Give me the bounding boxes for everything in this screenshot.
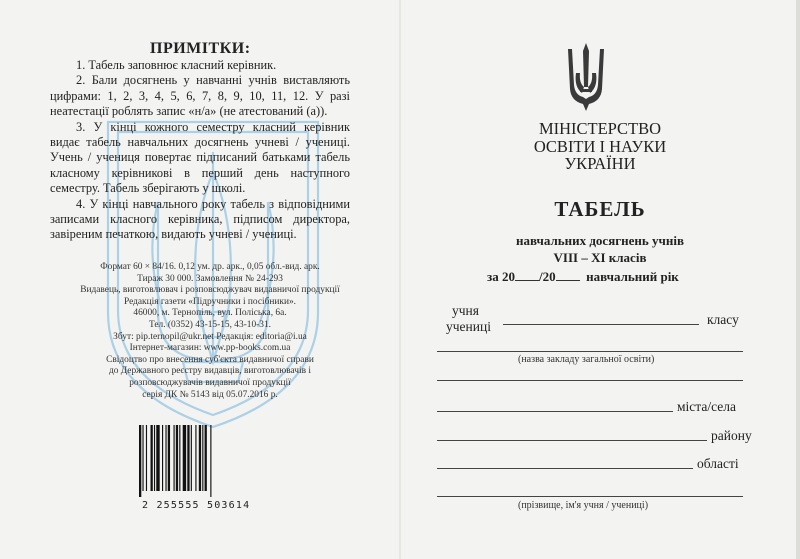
- imprint-line: серія ДК № 5143 від 05.07.2016 р.: [142, 389, 278, 400]
- year-mid: /20: [538, 269, 556, 284]
- barcode: [137, 425, 249, 497]
- barcode-bar: [162, 425, 163, 491]
- imprint-line: 46000, м. Тернопіль, вул. Поліська, 6а.: [133, 308, 287, 319]
- student-name-field[interactable]: [437, 496, 743, 497]
- school-caption: (назва закладу загальної освіти): [518, 354, 655, 365]
- school-field-2[interactable]: [437, 380, 743, 381]
- right-edge-shadow: [796, 0, 800, 559]
- grades-range: VIII – XI класів: [553, 250, 647, 265]
- barcode-bar: [154, 425, 155, 491]
- student-m-label: учня: [452, 303, 479, 318]
- city-label: міста/села: [677, 399, 736, 414]
- student-name-caption: (прізвище, ім'я учня / учениці): [518, 500, 649, 511]
- notes-list: [50, 58, 350, 243]
- district-label: району: [711, 428, 752, 443]
- barcode-bar: [146, 425, 147, 491]
- imprint-line: Інтернет-магазин: www.pp-books.com.ua: [129, 343, 291, 354]
- class-label: класу: [707, 312, 739, 327]
- barcode-bar: [202, 425, 203, 491]
- note-item: 1. Табель заповнює класний керівник.: [76, 58, 277, 72]
- barcode-bar: [179, 425, 180, 491]
- ministry-line: МІНІСТЕРСТВО: [538, 119, 662, 138]
- imprint: [60, 262, 360, 401]
- year-prefix: за 20: [487, 269, 515, 284]
- barcode-bar: [174, 425, 175, 491]
- barcode-bar: [210, 425, 211, 497]
- barcode-bar: [176, 425, 178, 491]
- ministry-line: ОСВІТИ І НАУКИ: [533, 136, 667, 156]
- year-blank-2[interactable]: [556, 270, 580, 281]
- district-field[interactable]: [437, 440, 707, 441]
- barcode-bar: [187, 425, 189, 491]
- imprint-line: Формат 60 × 84/16. 0,12 ум. др. арк., 0,05 обл.-вид. арк.: [100, 262, 320, 272]
- barcode-bar: [139, 425, 141, 497]
- year-blank-1[interactable]: [515, 270, 539, 281]
- year-suffix: навчальний рік: [586, 269, 679, 284]
- barcode-bar: [142, 425, 143, 491]
- barcode-bar: [183, 425, 186, 491]
- barcode-bar: [156, 425, 159, 491]
- region-label: області: [697, 456, 739, 471]
- imprint-line: до Державного реєстру видавців, виготовлювачів і: [109, 366, 311, 377]
- academic-year: [487, 269, 679, 285]
- document-subtitle: навчальних досягнень учнів: [516, 233, 684, 248]
- imprint-line: Свідоцтво про внесення суб'єкта видавничої справи: [106, 354, 314, 365]
- trident-icon: [566, 43, 606, 111]
- barcode-bar: [191, 425, 192, 491]
- barcode-bar: [168, 425, 170, 491]
- imprint-line: Тираж 30 000. Замовлення № 24-293: [137, 273, 283, 284]
- barcode-bar: [165, 425, 166, 491]
- city-field[interactable]: [437, 411, 673, 412]
- region-field[interactable]: [437, 468, 693, 469]
- note-item: 2. Бали досягнень у навчанні учнів виставляють цифрами: 1, 2, 3, 4, 5, 6, 7, 8, 9, 10, 11, 12. У разі неатестації роблять запис «н/а» (не атестований (а)).: [50, 73, 350, 119]
- barcode-bar: [151, 425, 153, 491]
- barcode-bar: [195, 425, 196, 491]
- school-field[interactable]: [437, 351, 743, 352]
- document-title: ТАБЕЛЬ: [554, 197, 646, 221]
- imprint-line: Збут: pip.ternopil@ukr.net Редакція: editoria@i.ua: [113, 331, 307, 342]
- imprint-line: Видавець, виготовлювач і розповсюджувач видавничої продукції: [80, 285, 340, 296]
- barcode-bar: [205, 425, 207, 491]
- ministry-name: [510, 120, 690, 173]
- barcode-bar: [199, 425, 201, 491]
- student-f-label: учениці: [446, 319, 491, 334]
- notes-title: ПРИМІТКИ:: [150, 40, 251, 57]
- note-item: 4. У кінці навчального року табель з відповідними записами класного керівника, підписом директора, завіреним печаткою, видають учневі / учениці.: [50, 196, 350, 242]
- ministry-line: УКРАЇНИ: [564, 154, 636, 173]
- class-field[interactable]: [503, 324, 699, 325]
- page-fold: [399, 0, 401, 559]
- barcode-number: 2 255555 503614: [142, 500, 251, 511]
- imprint-line: Редакція газети «Підручники і посібники».: [123, 296, 297, 307]
- imprint-line: розповсюджувачів видавничої продукції: [129, 377, 291, 388]
- imprint-line: Тел. (0352) 43-15-15, 43-10-31.: [148, 319, 271, 330]
- note-item: 3. У кінці кожного семестру класний керівник видає табель навчальних досягнень учневі / учениці. Учень / учениця повертає підписаний батьками табель класному керівникові в перший день наступного семестру. Табель зберігають у школі.: [50, 119, 350, 196]
